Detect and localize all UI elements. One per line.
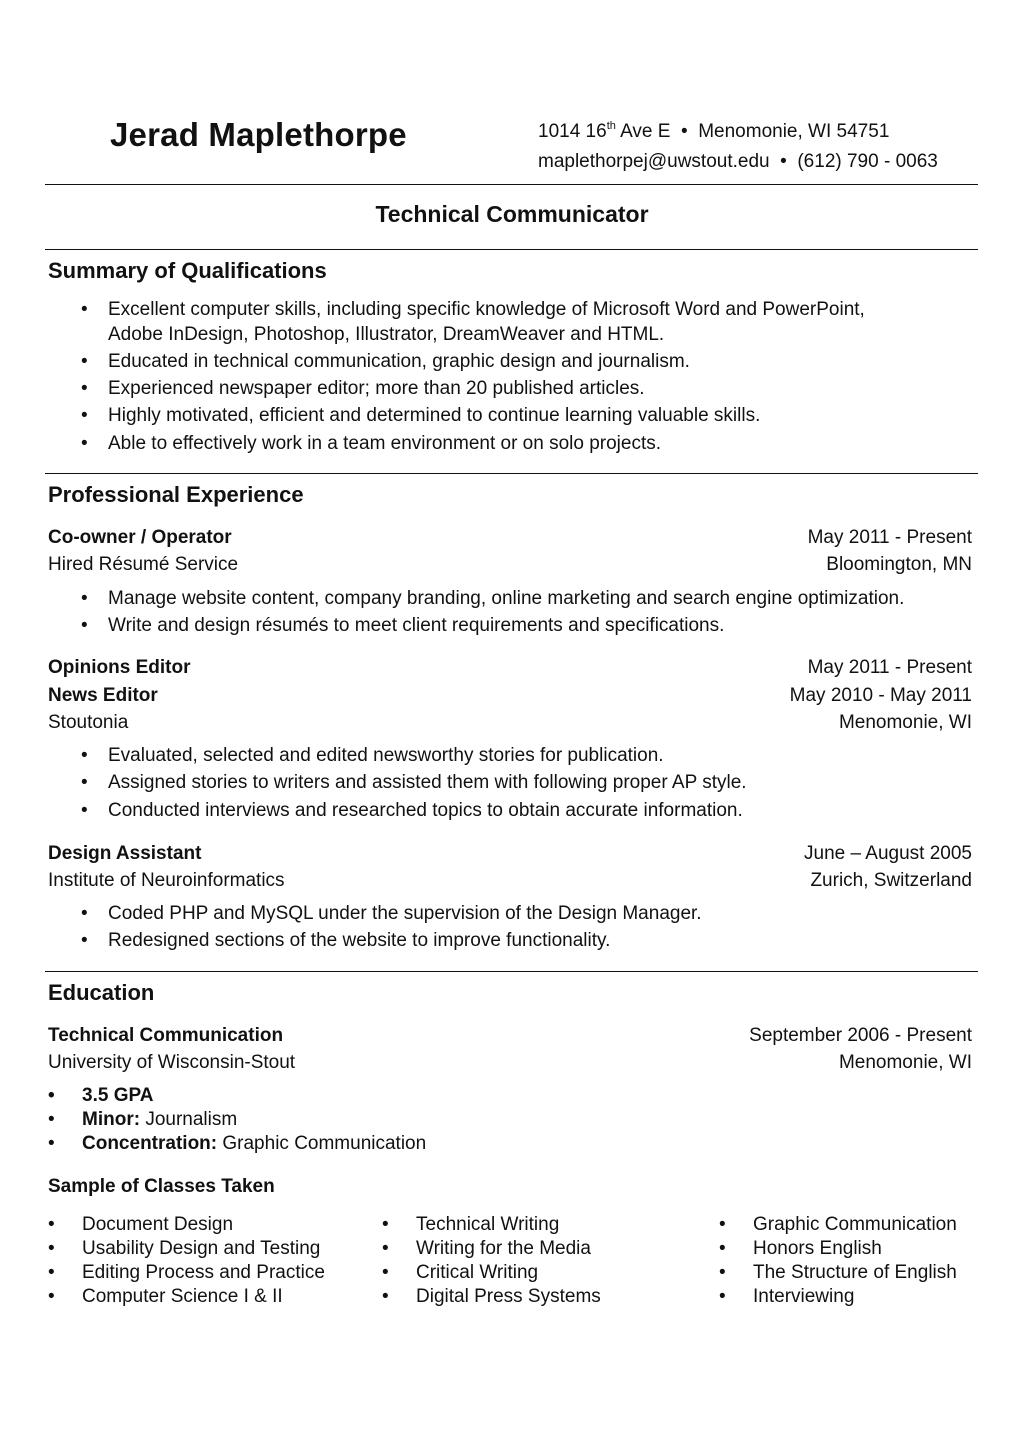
divider — [45, 184, 978, 185]
job-title: News Editor — [48, 685, 158, 706]
class-item: • Editing Process and Practice — [48, 1262, 325, 1283]
bullet-icon: • — [81, 588, 88, 609]
summary-bullet-continuation: Adobe InDesign, Photoshop, Illustrator, DreamWeaver and HTML. — [108, 324, 665, 345]
class-item: • Graphic Communication — [719, 1214, 957, 1235]
concentration-item: • Concentration: Graphic Communication — [48, 1133, 427, 1154]
gpa-item: • 3.5 GPA — [48, 1085, 154, 1106]
bullet-icon: • — [48, 1085, 55, 1106]
section-heading-education: Education — [48, 980, 155, 1005]
summary-bullet: • Experienced newspaper editor; more than 20 published articles. — [81, 378, 645, 399]
job-location: Bloomington, MN — [826, 554, 972, 575]
job-organization: Institute of Neuroinformatics — [48, 870, 285, 891]
job-dates: May 2010 - May 2011 — [789, 685, 972, 706]
address-suffix: th — [606, 120, 616, 132]
contact-address — [538, 120, 889, 143]
job-dates: May 2011 - Present — [807, 527, 972, 548]
class-item: • Honors English — [719, 1238, 882, 1259]
degree-title: Technical Communication — [48, 1025, 284, 1046]
job-bullet: • Conducted interviews and researched topics to obtain accurate information. — [81, 800, 743, 821]
job-bullet: • Assigned stories to writers and assisted them with following proper AP style. — [81, 772, 747, 793]
bullet-icon: • — [382, 1262, 389, 1283]
address-rest: Ave E • Menomonie, WI 54751 — [615, 121, 890, 142]
contact-email-phone: maplethorpej@uwstout.edu • (612) 790 - 0063 — [538, 151, 938, 172]
summary-bullet: • Excellent computer skills, including specific knowledge of Microsoft Word and PowerPoint, — [81, 299, 865, 320]
bullet-icon: • — [81, 405, 88, 426]
bullet-icon: • — [719, 1262, 726, 1283]
job-bullet: • Coded PHP and MySQL under the supervision of the Design Manager. — [81, 903, 702, 924]
job-bullet: • Evaluated, selected and edited newsworthy stories for publication. — [81, 745, 664, 766]
classes-heading: Sample of Classes Taken — [48, 1176, 275, 1197]
class-item: • Technical Writing — [382, 1214, 560, 1235]
job-bullet: • Manage website content, company branding, online marketing and search engine optimization. — [81, 588, 905, 609]
class-item: • Writing for the Media — [382, 1238, 591, 1259]
job-dates: May 2011 - Present — [807, 657, 972, 678]
job-organization: Stoutonia — [48, 712, 129, 733]
school-name: University of Wisconsin-Stout — [48, 1052, 296, 1073]
bullet-icon: • — [81, 772, 88, 793]
class-item: • Interviewing — [719, 1286, 855, 1307]
applicant-name: Jerad Maplethorpe — [110, 116, 407, 153]
section-heading-experience: Professional Experience — [48, 482, 304, 507]
summary-bullet: • Able to effectively work in a team environment or on solo projects. — [81, 433, 662, 454]
bullet-icon: • — [81, 299, 88, 320]
bullet-icon: • — [719, 1238, 726, 1259]
divider — [45, 473, 978, 474]
bullet-icon: • — [81, 433, 88, 454]
class-item: • Usability Design and Testing — [48, 1238, 321, 1259]
bullet-icon: • — [382, 1286, 389, 1307]
bullet-icon: • — [382, 1238, 389, 1259]
job-title: Technical Communicator — [375, 201, 649, 227]
divider — [45, 971, 978, 972]
bullet-icon: • — [81, 800, 88, 821]
bullet-icon: • — [81, 903, 88, 924]
class-item: • Document Design — [48, 1214, 234, 1235]
job-bullet: • Write and design résumés to meet client requirements and specifications. — [81, 615, 725, 636]
bullet-icon: • — [382, 1214, 389, 1235]
job-title: Design Assistant — [48, 843, 202, 864]
class-item: • Computer Science I & II — [48, 1286, 283, 1307]
job-title: Opinions Editor — [48, 657, 191, 678]
bullet-icon: • — [81, 615, 88, 636]
class-item: • The Structure of English — [719, 1262, 957, 1283]
bullet-icon: • — [719, 1286, 726, 1307]
minor-item: • Minor: Journalism — [48, 1109, 238, 1130]
job-location: Menomonie, WI — [838, 712, 972, 733]
section-heading-summary: Summary of Qualifications — [48, 258, 327, 283]
bullet-icon: • — [48, 1238, 55, 1259]
job-dates: June – August 2005 — [804, 843, 972, 864]
class-item: • Digital Press Systems — [382, 1286, 601, 1307]
bullet-icon: • — [81, 745, 88, 766]
class-item: • Critical Writing — [382, 1262, 539, 1283]
education-dates: September 2006 - Present — [749, 1025, 972, 1046]
bullet-icon: • — [81, 930, 88, 951]
job-title: Co-owner / Operator — [48, 527, 232, 548]
address-number: 1014 16 — [538, 121, 607, 142]
summary-bullet: • Highly motivated, efficient and determined to continue learning valuable skills. — [81, 405, 761, 426]
job-bullet: • Redesigned sections of the website to improve functionality. — [81, 930, 611, 951]
bullet-icon: • — [81, 351, 88, 372]
bullet-icon: • — [719, 1214, 726, 1235]
divider — [45, 249, 978, 250]
bullet-icon: • — [48, 1109, 55, 1130]
bullet-icon: • — [81, 378, 88, 399]
job-organization: Hired Résumé Service — [48, 554, 239, 575]
bullet-icon: • — [48, 1286, 55, 1307]
school-location: Menomonie, WI — [838, 1052, 972, 1073]
bullet-icon: • — [48, 1262, 55, 1283]
bullet-icon: • — [48, 1133, 55, 1154]
bullet-icon: • — [48, 1214, 55, 1235]
summary-bullet: • Educated in technical communication, graphic design and journalism. — [81, 351, 690, 372]
job-location: Zurich, Switzerland — [810, 870, 972, 891]
